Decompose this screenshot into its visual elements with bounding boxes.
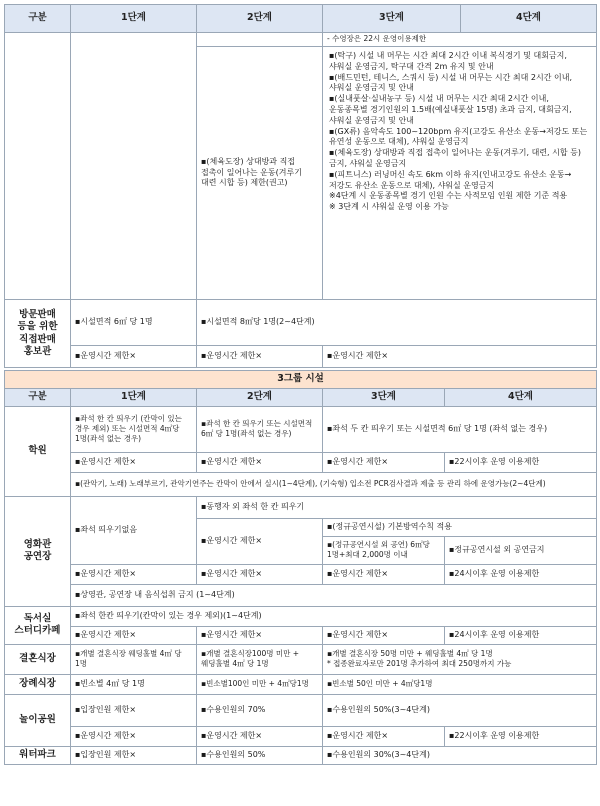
academy-category: 학원 [5, 406, 71, 496]
rule-table-tennis: ▪(탁구) 시설 내 머무는 시간 최대 2시간 이내 복식경기 및 대회금지, 샤워실 운영금지, 탁구대 간격 2m 유지 및 안내 [329, 51, 567, 71]
group3-table [4, 370, 597, 765]
rule-futsal: ▪(실내풋살·실내농구 등) 시설 내 머무는 시간 최대 2시간 이내, 운동종목별 경기인원의 1.5배(예실내풋살 15명) 초과 금지, 대회금지, 샤워실 운영금지 및 안내 [329, 94, 572, 125]
visit-sales-category: 방문판매 등을 위한 직접판매 홍보관 [5, 300, 71, 368]
study-seat-rule: ▪좌석 한칸 띄우기(칸막이 있는 경우 제외)(1~4단계) [71, 606, 597, 626]
waterpark-stage-1: ▪입장인원 제한× [71, 746, 197, 764]
wedding-stage-3-4 [323, 644, 597, 674]
header-stage-4: 4단계 [461, 5, 597, 33]
sports-stage-2-top [197, 33, 323, 47]
waterpark-stage-3-4: ▪수용인원의 30%(3~4단계) [323, 746, 597, 764]
pool-limit-note: - 수영장은 22시 운영이용제한 [323, 33, 597, 47]
visit-area-stage-2-4: ▪시설면적 8㎡당 1명(2~4단계) [197, 300, 597, 346]
upper-table [4, 4, 597, 368]
header-stage-2: 2단계 [197, 5, 323, 33]
study-category: 독서실 스터디카페 [5, 606, 71, 644]
park-stage-1: ▪입장인원 제한× [71, 694, 197, 726]
funeral-stage-3-4: ▪빈소별 50인 미만 + 4㎡당1명 [323, 674, 597, 694]
g3-header-stage-3: 3단계 [323, 388, 445, 406]
page [4, 4, 596, 765]
academy-stage-1: ▪좌석 한 칸 띄우기 (칸막이 있는 경우 제외) 또는 시설면적 4㎡당 1명(좌석 없는 경우) [71, 406, 197, 452]
park-hours-2: ▪운영시간 제한× [197, 726, 323, 746]
rule-badminton: ▪(배드민턴, 테니스, 스쿼시 등) 시설 내 머무는 시간 최대 2시간 이내, 샤워실 운영금지 및 안내 [329, 72, 573, 93]
visit-hours-stage-2: ▪운영시간 제한× [197, 346, 323, 368]
wedding-stage-3-4-note: * 접종완료자로만 201명 추가하여 최대 250명까지 가능 [327, 659, 512, 669]
park-hours-3: ▪운영시간 제한× [323, 726, 445, 746]
cinema-hours-1: ▪운영시간 제한× [71, 564, 197, 584]
cinema-seat-rule: ▪동행자 외 좌석 한 칸 띄우기 [197, 496, 597, 518]
sports-stage-1-cell [71, 33, 197, 300]
group3-title: 3그룹 시설 [5, 371, 597, 389]
funeral-stage-2: ▪빈소별100인 미만 + 4㎡당1명 [197, 674, 323, 694]
g3-header-stage-2: 2단계 [197, 388, 323, 406]
academy-stage-3-4: ▪좌석 두 칸 띄우기 또는 시설면적 6㎡ 당 1명 (좌석 없는 경우) [323, 406, 597, 452]
cinema-other-venue: ▪(정규공연시설 외 공연) 6㎡당 1명+최대 2,000명 이내 [323, 536, 445, 564]
academy-note: ▪(관악기, 노래) 노래부르기, 관악기연주는 칸막이 안에서 실시(1~4단계), (기숙형) 입소전 PCR검사결과 제출 등 관리 하에 운영가능(2~4단계) [71, 472, 597, 496]
funeral-category: 장례식장 [5, 674, 71, 694]
g3-header-stage-4: 4단계 [445, 388, 597, 406]
cinema-regular-venue: ▪(정규공연시설) 기본방역수칙 적용 [323, 518, 597, 536]
park-hours-1: ▪운영시간 제한× [71, 726, 197, 746]
wedding-category: 결혼식장 [5, 644, 71, 674]
visit-hours-stage-3-4: ▪운영시간 제한× [323, 346, 597, 368]
cinema-note: ▪상영관, 공연장 내 음식섭취 금지 (1~4단계) [71, 584, 597, 606]
header-stage-3: 3단계 [323, 5, 461, 33]
wedding-stage-2: ▪개별 결혼식장100명 미만 + 웨딩홀별 4㎡ 당 1명 [197, 644, 323, 674]
waterpark-stage-2: ▪수용인원의 50% [197, 746, 323, 764]
header-stage-1: 1단계 [71, 5, 197, 33]
cinema-hours-3: ▪운영시간 제한× [323, 564, 445, 584]
visit-hours-stage-1: ▪운영시간 제한× [71, 346, 197, 368]
study-hours-2: ▪운영시간 제한× [197, 626, 323, 644]
academy-hours-4: ▪22시이후 운영 이용제한 [445, 452, 597, 472]
rule-fitness: ▪(피트니스) 러닝머신 속도 6km 이하 유지(인내고강도 유산소 운동→저강도 유산소 운동으로 대체), 샤워실 운영금지 [329, 169, 572, 190]
cinema-hours-stage-2: ▪운영시간 제한× [197, 518, 323, 564]
park-stage-3-4: ▪수용인원의 50%(3~4단계) [323, 694, 597, 726]
wedding-stage-3-4-rule: ▪개별 결혼식장 50명 미만 + 웨딩홀별 4㎡ 당 1명 [327, 649, 493, 659]
study-hours-3: ▪운영시간 제한× [323, 626, 445, 644]
sports-stage-34-rules [323, 47, 597, 300]
wedding-stage-1: ▪개별 결혼식장 웨딩홀별 4㎡ 당 1명 [71, 644, 197, 674]
rule-martial-arts: ▪(체육도장) 상대방과 직접 접촉이 일어나는 운동(겨루기, 대련, 시합 등) 금지, 샤워실 운영금지 [329, 148, 581, 168]
park-stage-2: ▪수용인원의 70% [197, 694, 323, 726]
g3-header-stage-1: 1단계 [71, 388, 197, 406]
visit-area-stage-1: ▪시설면적 6㎡ 당 1명 [71, 300, 197, 346]
academy-hours-3: ▪운영시간 제한× [323, 452, 445, 472]
cinema-hours-2: ▪운영시간 제한× [197, 564, 323, 584]
sports-category-cell [5, 33, 71, 300]
note-stage-3: ※ 3단계 시 샤워실 운영 이용 가능 [329, 202, 449, 212]
academy-hours-1: ▪운영시간 제한× [71, 452, 197, 472]
rule-gx: ▪(GX류) 음악속도 100~120bpm 유지(고강도 유산소 운동→저강도 또는 유연성 운동으로 대체), 샤워실 운영금지 [329, 126, 588, 147]
cinema-stage-1: ▪좌석 띄우기없음 [71, 496, 197, 564]
note-stage-4: ※4단계 시 운동종목별 경기 인원 수는 사적모임 인원 제한 기준 적용 [329, 191, 568, 201]
header-category: 구분 [5, 5, 71, 33]
academy-stage-2: ▪좌석 한 칸 띄우기 또는 시설면적 6㎡ 당 1명(좌석 없는 경우) [197, 406, 323, 452]
academy-hours-2: ▪운영시간 제한× [197, 452, 323, 472]
waterpark-category: 워터파크 [5, 746, 71, 764]
g3-header-category: 구분 [5, 388, 71, 406]
study-hours-4: ▪24시이후 운영 이용제한 [445, 626, 597, 644]
cinema-category: 영화관 공연장 [5, 496, 71, 606]
cinema-other-venue-ban: ▪정규공연시설 외 공연금지 [445, 536, 597, 564]
study-hours-1: ▪운영시간 제한× [71, 626, 197, 644]
cinema-hours-4: ▪24시이후 운영 이용제한 [445, 564, 597, 584]
funeral-stage-1: ▪빈소별 4㎡ 당 1명 [71, 674, 197, 694]
park-category: 놀이공원 [5, 694, 71, 746]
park-hours-4: ▪22시이후 운영 이용제한 [445, 726, 597, 746]
sports-stage-2-rule: ▪(체육도장) 상대방과 직접 접촉이 일어나는 운동(겨루기 대련 시합 등) 제한(권고) [197, 47, 323, 300]
